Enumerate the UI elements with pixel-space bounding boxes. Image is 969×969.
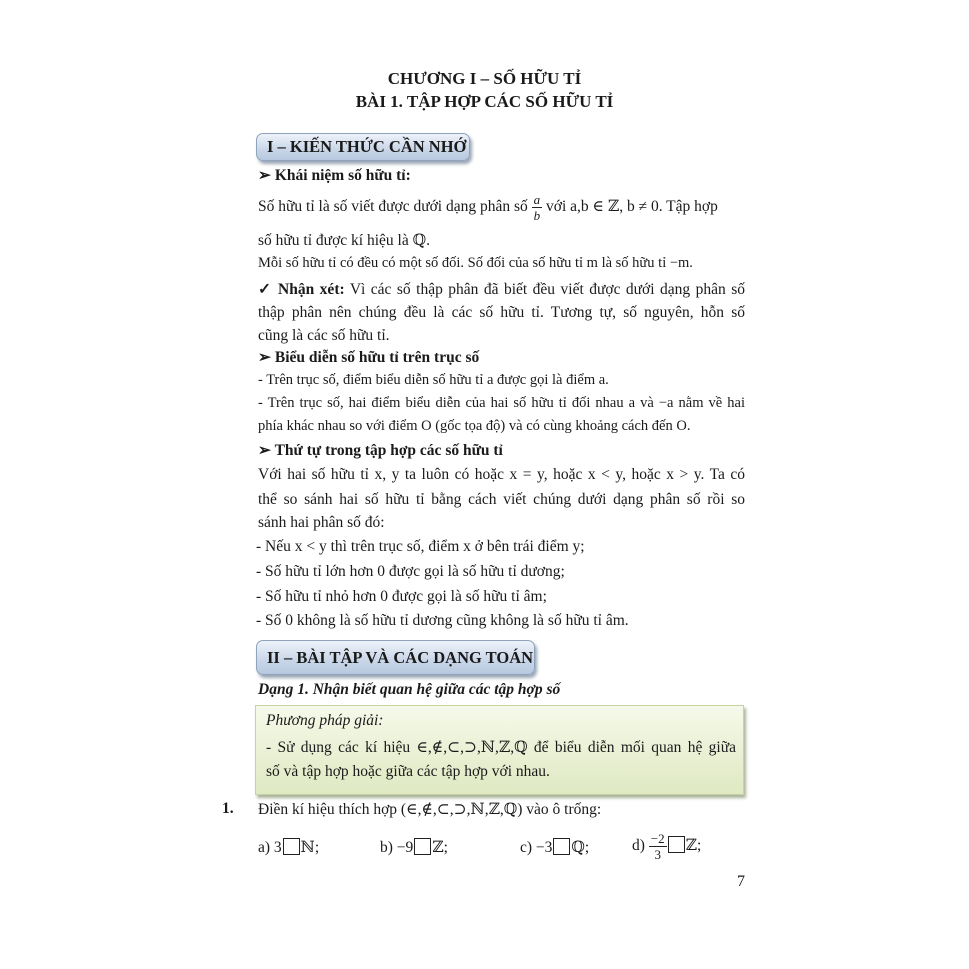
method-line-2: số và tập hợp hoặc giữa các tập hợp với nhau.	[266, 763, 550, 780]
method-label: Phương pháp giải:	[266, 712, 384, 729]
exercise-a	[258, 838, 319, 857]
arrow-bullet-icon: ➢	[258, 349, 275, 366]
form-1-heading: Dạng 1. Nhận biết quan hệ giữa các tập hợp số	[258, 681, 561, 698]
remark-line-3: cũng là các số hữu tỉ.	[258, 327, 390, 344]
section-1-header	[256, 133, 470, 161]
remark-label: ✓ Nhận xét:	[258, 281, 345, 298]
denominator: b	[533, 207, 541, 223]
remark-line-1	[258, 280, 745, 299]
text: với a,b ∈ ℤ, b ≠ 0. Tập hợp	[546, 198, 718, 215]
text: ℤ;	[685, 837, 702, 854]
text: b) −9	[380, 839, 414, 856]
axis-heading	[258, 348, 479, 367]
section-2-header	[256, 640, 535, 675]
opposite-line: Mỗi số hữu tỉ có đều có một số đối. Số đối của số hữu tỉ m là số hữu tỉ −m.	[258, 255, 693, 271]
text: d)	[632, 837, 645, 854]
answer-box-c[interactable]	[553, 838, 570, 855]
numerator: a	[533, 191, 541, 207]
bullet-item: - Số hữu tỉ nhỏ hơn 0 được gọi là số hữu tỉ âm;	[256, 588, 547, 605]
order-heading-text: Thứ tự trong tập hợp các số hữu tỉ	[274, 442, 503, 459]
bullet-item: - Số 0 không là số hữu tỉ dương cũng không là số hữu tỉ âm.	[256, 612, 629, 629]
axis-line-2: - Trên trục số, hai điểm biểu diễn của hai số hữu tỉ đối nhau a và −a nằm về hai	[258, 395, 745, 411]
order-heading	[258, 441, 503, 460]
arrow-bullet-icon: ➢	[258, 442, 275, 459]
page-number: 7	[737, 873, 745, 890]
exercise-b	[380, 838, 448, 857]
text: ℕ;	[300, 839, 320, 856]
section-2-title: II – BÀI TẬP VÀ CÁC DẠNG TOÁN	[267, 647, 534, 667]
text: ℚ;	[571, 839, 590, 856]
fraction-a-b	[532, 192, 543, 223]
concept-heading-text: Khái niệm số hữu tỉ:	[274, 167, 411, 184]
exercise-d	[632, 828, 701, 864]
order-line-1: Với hai số hữu tỉ x, y ta luôn có hoặc x = y, hoặc x < y, hoặc x > y. Ta có	[258, 466, 745, 483]
order-line-3: sánh hai phân số đó:	[258, 514, 385, 531]
order-line-2: thể so sánh hai số hữu tỉ bằng cách viết chúng dưới dạng phân số rồi so	[258, 491, 745, 508]
bullet-item: - Nếu x < y thì trên trục số, điểm x ở bên trái điểm y;	[256, 538, 585, 555]
answer-box-d[interactable]	[668, 836, 685, 853]
arrow-bullet-icon: ➢	[258, 167, 275, 184]
section-1-title: I – KIẾN THỨC CẦN NHỚ	[267, 137, 467, 156]
text: ℤ;	[432, 839, 448, 856]
fraction-minus-2-3	[649, 831, 667, 862]
exercise-c	[520, 838, 589, 857]
axis-line-3: phía khác nhau so với điểm O (gốc tọa độ) và có cùng khoảng cách đến O.	[258, 418, 691, 434]
method-line-1: - Sử dụng các kí hiệu ∈,∉,⊂,⊃,ℕ,ℤ,ℚ để biểu diễn mối quan hệ giữa	[266, 739, 736, 756]
lesson-title: BÀI 1. TẬP HỢP CÁC SỐ HỮU TỈ	[355, 92, 614, 111]
remark-line-2: thập phân nên chúng đều là các số hữu tỉ. Tương tự, số nguyên, hỗn số	[258, 304, 745, 321]
axis-heading-text: Biểu diễn số hữu tỉ trên trục số	[274, 349, 480, 366]
exercise-number: 1.	[222, 800, 234, 817]
text: Số hữu tỉ là số viết được dưới dạng phân số	[258, 198, 528, 215]
chapter-title: CHƯƠNG I – SỐ HỮU TỈ	[387, 69, 582, 88]
axis-line-1: - Trên trục số, điểm biểu diễn số hữu tỉ a được gọi là điểm a.	[258, 372, 609, 388]
concept-line-1	[258, 190, 718, 224]
exercise-text: Điền kí hiệu thích hợp (∈,∉,⊂,⊃,ℕ,ℤ,ℚ) vào ô trống:	[258, 801, 602, 818]
concept-line-2: số hữu tỉ được kí hiệu là ℚ.	[258, 232, 430, 249]
bullet-item: - Số hữu tỉ lớn hơn 0 được gọi là số hữu tỉ dương;	[256, 563, 565, 580]
numerator: −2	[650, 830, 665, 846]
answer-box-b[interactable]	[414, 838, 431, 855]
text: c) −3	[520, 839, 553, 856]
answer-box-a[interactable]	[283, 838, 300, 855]
text: a) 3	[258, 839, 282, 856]
text: Vì các số thập phân đã biết đều viết được dưới dạng phân số	[349, 281, 745, 298]
concept-heading	[258, 166, 411, 185]
denominator: 3	[654, 846, 661, 862]
